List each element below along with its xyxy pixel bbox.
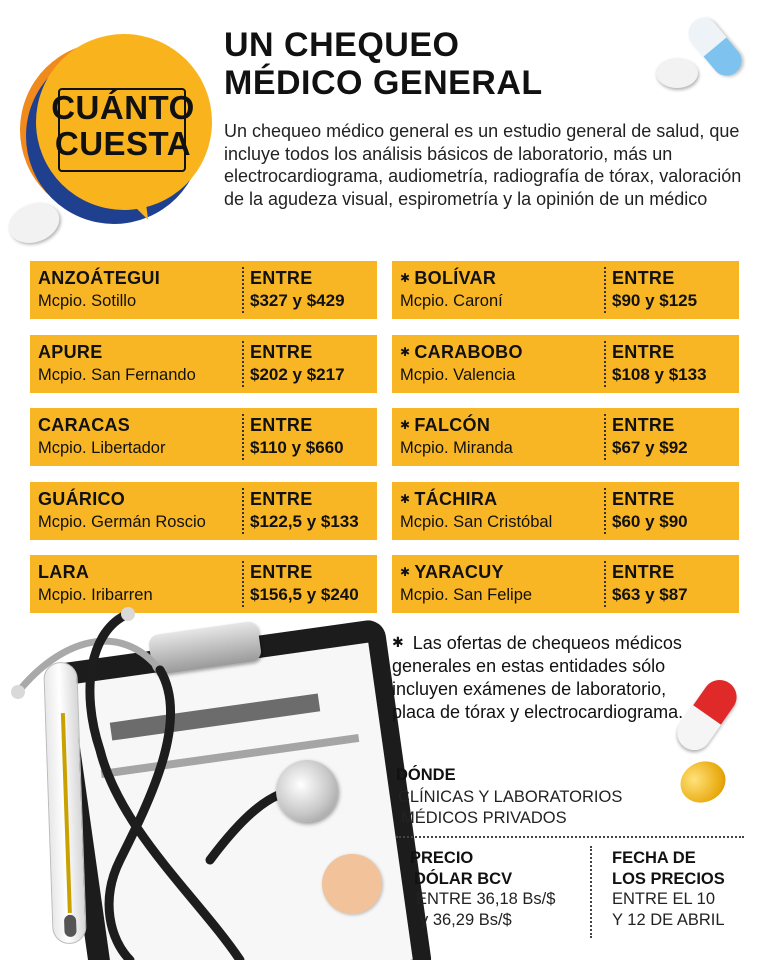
price-range [250,413,380,459]
price-amount: $67 y $92 [612,438,688,457]
price-range [612,340,742,386]
star-icon: ✱ [400,491,411,506]
dotted-separator [242,267,244,313]
state-name [38,487,238,511]
state-name [400,266,600,290]
page-title [224,26,664,102]
state-label: LARA [38,562,90,582]
state-label: GUÁRICO [38,488,126,509]
municipality: Mcpio. Germán Roscio [38,512,206,531]
municipality: Mcpio. Valencia [400,365,516,384]
state-name [400,340,600,364]
star-icon: ✱ [392,634,404,650]
fecha-label-2: LOS PRECIOS [612,870,725,888]
price-amount: $202 y $217 [250,364,345,384]
price-box [392,335,739,393]
price-amount: $156,5 y $240 [250,585,359,604]
footnote [392,631,692,724]
entre-label: ENTRE [250,488,313,509]
fecha-label-1: FECHA DE [612,849,696,867]
badge-line-1: CUÁNTO [51,89,195,126]
divider-horizontal [396,836,744,838]
location [400,266,600,312]
price-box [392,408,739,466]
state-label: APURE [38,341,103,362]
fecha-line-1: ENTRE EL 10 [612,890,716,908]
entre-label: ENTRE [250,562,313,582]
dotted-separator [242,414,244,460]
dotted-separator [604,561,606,607]
dotted-separator [604,488,606,534]
entre-label: ENTRE [612,415,675,435]
municipality: Mcpio. San Cristóbal [400,512,553,531]
intro-paragraph: Un chequeo médico general es un estudio general de salud, que incluye todos los análisis básicos de laboratorio, más un electrocardiograma, audiometría, radiografía de tórax, valoración de la agudeza visual, espirometría y la opinión de un médico [224,121,742,209]
donde-label: DÓNDE [396,766,456,784]
entre-label: ENTRE [612,562,675,582]
donde-line-2: MÉDICOS PRIVADOS [401,809,567,827]
municipality: Mcpio. Sotillo [38,292,137,310]
dotted-separator [604,414,606,460]
state-label: ANZOÁTEGUI [38,268,160,288]
state-label: YARACUY [414,562,504,582]
star-icon: ✱ [400,418,411,432]
entre-label: ENTRE [250,415,313,435]
donde-line-1: CLÍNICAS Y LABORATORIOS [398,788,623,806]
precio-line-1: ENTRE 36,18 Bs/$ [416,890,556,908]
municipality: Mcpio. San Felipe [400,586,533,604]
price-range [250,340,380,386]
price-amount: $110 y $660 [250,438,344,457]
price-amount: $63 y $87 [612,585,688,604]
price-box [392,555,739,613]
precio-line-2: y 36,29 Bs/$ [420,911,512,929]
fecha-line-2: Y 12 DE ABRIL [612,911,725,929]
fecha-text [612,889,762,931]
entre-label: ENTRE [250,341,313,362]
price-range [250,266,380,312]
bandage-icon [322,854,382,914]
municipality: Mcpio. Iribarren [38,586,153,604]
state-name [38,340,238,364]
municipality: Mcpio. San Fernando [38,365,196,384]
state-name [38,560,238,584]
price-amount: $327 y $429 [250,291,345,310]
state-label: FALCÓN [414,415,491,435]
price-range [612,560,742,606]
dotted-separator [604,341,606,387]
price-box [30,408,377,466]
dotted-separator [604,267,606,313]
municipality: Mcpio. Miranda [400,439,513,457]
donde-text [398,787,718,829]
price-amount: $108 y $133 [612,364,707,384]
location [400,340,600,386]
location [38,340,238,386]
entre-label: ENTRE [612,268,675,288]
state-label: TÁCHIRA [414,488,498,509]
price-amount: $122,5 y $133 [250,511,359,531]
location [400,560,600,606]
round-pill-icon [656,58,698,88]
entre-label: ENTRE [612,341,675,362]
dotted-separator [242,341,244,387]
price-amount: $90 y $125 [612,291,698,310]
state-name [400,560,600,584]
badge-speech-tail [118,186,148,223]
star-icon: ✱ [400,271,411,285]
location [38,487,238,533]
price-range [612,487,742,533]
state-name [38,266,238,290]
badge-text [42,90,204,162]
location [38,266,238,312]
state-label: BOLÍVAR [414,268,497,288]
location [400,487,600,533]
municipality: Mcpio. Caroní [400,292,503,310]
price-box [30,335,377,393]
title-line-1: UN CHEQUEO [224,26,460,64]
price-amount: $60 y $90 [612,511,688,531]
price-range [250,487,380,533]
price-box [392,261,739,319]
fecha-label [612,848,762,890]
stethoscope-chestpiece-icon [276,760,338,822]
price-range [612,266,742,312]
state-name [38,413,238,437]
precio-label-2: DÓLAR BCV [414,870,513,888]
precio-label [410,848,580,890]
state-label: CARACAS [38,415,131,435]
star-icon: ✱ [400,344,411,359]
price-box [392,482,739,540]
precio-text [416,889,586,931]
price-box [30,261,377,319]
cuanto-cuesta-badge [20,28,220,228]
star-icon: ✱ [400,565,411,579]
state-name [400,487,600,511]
location [38,413,238,459]
state-label: CARABOBO [414,341,523,362]
divider-vertical [590,846,592,938]
dotted-separator [242,488,244,534]
location [400,413,600,459]
price-box [30,482,377,540]
footnote-text: Las ofertas de chequeos médicos generales en estas entidades sólo incluyen exámenes de laboratorio, placa de tórax y electrocardiograma. [392,633,684,722]
price-range [612,413,742,459]
badge-line-2: CUESTA [54,125,192,162]
municipality: Mcpio. Libertador [38,439,166,457]
entre-label: ENTRE [612,488,675,509]
precio-label-1: PRECIO [410,849,474,867]
entre-label: ENTRE [250,268,313,288]
state-name [400,413,600,437]
title-line-2: MÉDICO GENERAL [224,64,543,102]
